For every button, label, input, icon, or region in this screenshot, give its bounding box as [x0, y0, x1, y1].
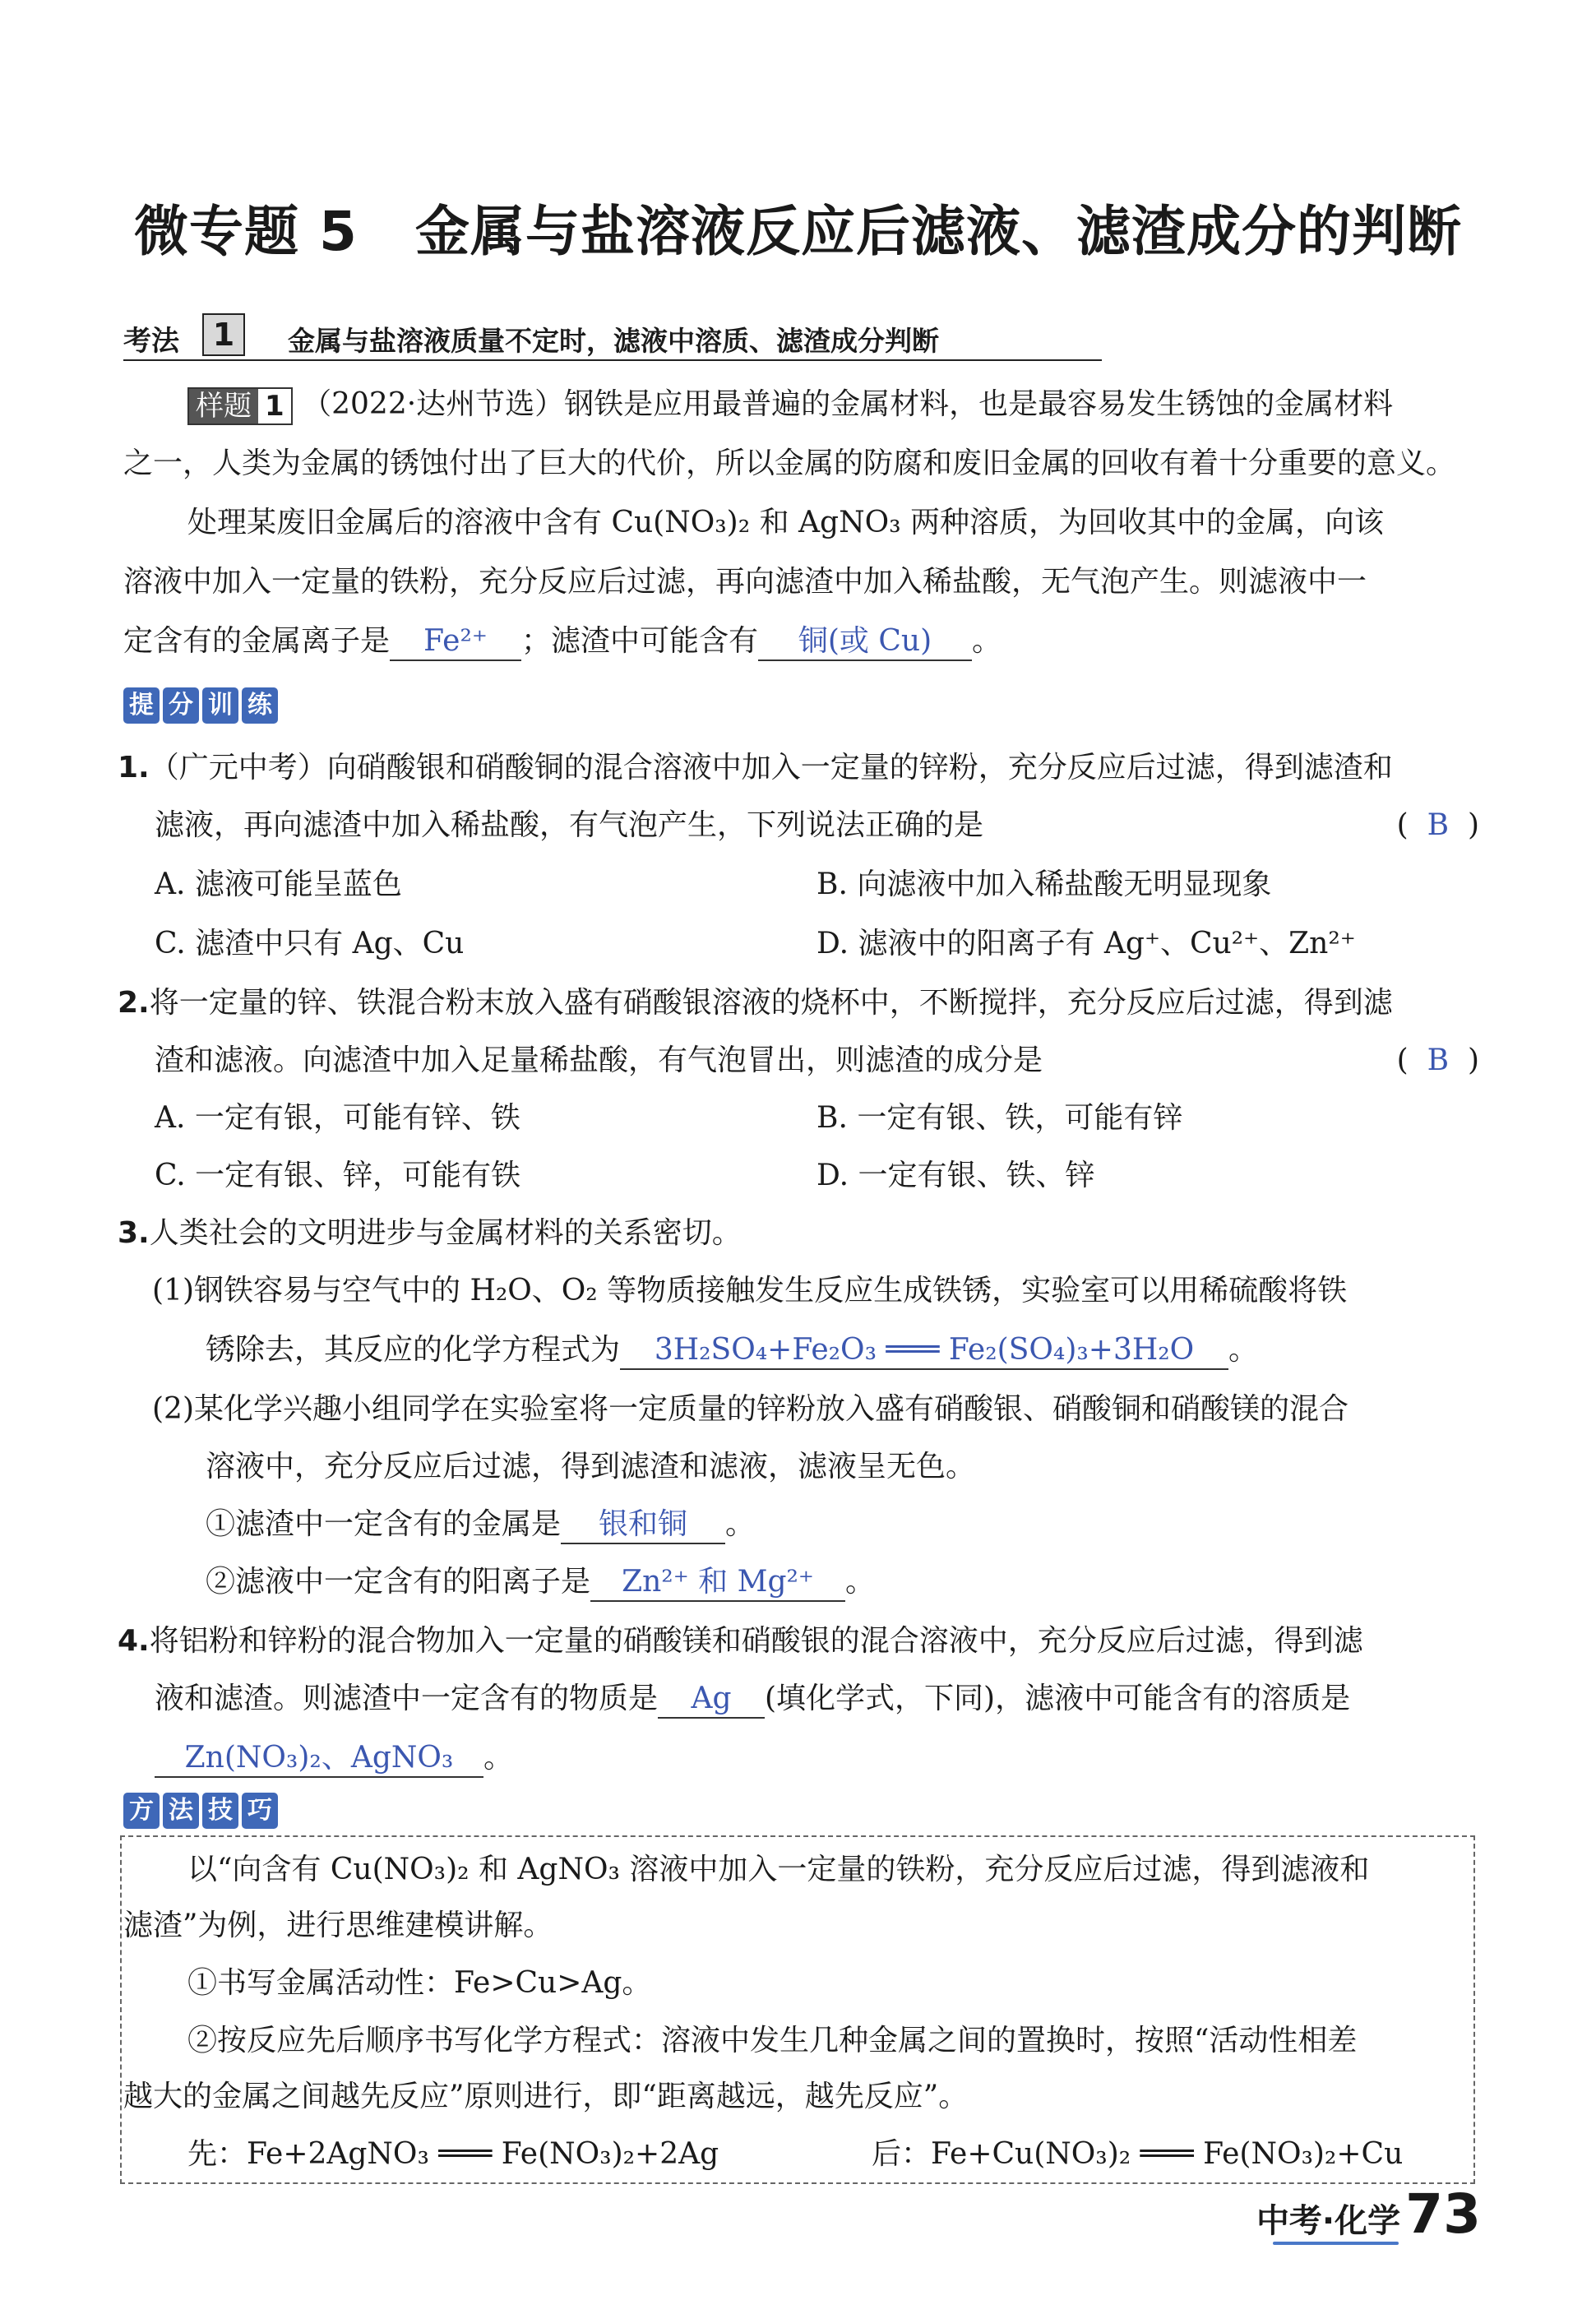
page-title: [0, 187, 1596, 266]
q2-line-2: 渣和滤液。向滤渣中加入足量稀盐酸，有气泡冒出，则滤渣的成分是: [155, 1044, 1043, 1077]
q2-option-c: C. 一定有银、锌，可能有铁: [155, 1159, 521, 1192]
answer-blank: Zn(NO₃)₂、AgNO₃: [155, 1740, 483, 1778]
answer-blank: 银和铜: [561, 1506, 725, 1544]
method-line-5: 越大的金属之间越先反应”原则进行，即“距离越远，越先反应”。: [123, 2080, 969, 2113]
q1-line-1: 1.（广元中考）向硝酸银和硝酸铜的混合溶液中加入一定量的锌粉，充分反应后过滤，得到滤渣和: [118, 751, 1393, 784]
method-equation-1: 先：Fe+2AgNO₃ ═══ Fe(NO₃)₂+2Ag: [187, 2137, 719, 2171]
method-line-1: 以“向含有 Cu(NO₃)₂ 和 AgNO₃ 溶液中加入一定量的铁粉，充分反应后过滤，得到滤液和: [187, 1853, 1370, 1886]
q1-answer: ( B ): [1396, 808, 1479, 842]
q3-sub1-line-1: (1)钢铁容易与空气中的 H₂O、O₂ 等物质接触发生反应生成铁锈，实验室可以用稀硫酸将铁: [152, 1274, 1348, 1307]
tag-training: 提 分 训 练: [123, 687, 278, 725]
sample-line-5: 定含有的金属离子是 Fe²⁺ ；滤渣中可能含有 铜(或 Cu) 。: [123, 622, 1002, 661]
q3-sub1-line-2: 锈除去，其反应的化学方程式为 3H₂SO₄+Fe₂O₃ ═══ Fe₂(SO₄)₃+3H₂O 。: [206, 1330, 1258, 1370]
q3-line-1: 3.人类社会的文明进步与金属材料的关系密切。: [118, 1216, 742, 1250]
method-line-2: 滤渣”为例，进行思维建模讲解。: [123, 1909, 553, 1942]
answer-blank: 3H₂SO₄+Fe₂O₃ ═══ Fe₂(SO₄)₃+3H₂O: [620, 1332, 1228, 1370]
sample-badge: 样题 1: [187, 387, 293, 425]
section-header: [123, 317, 1102, 361]
section-title: 金属与盐溶液质量不定时，滤液中溶质、滤渣成分判断: [288, 325, 939, 357]
q2-option-a: A. 一定有银，可能有锌、铁: [155, 1101, 520, 1135]
q2-line-1: 2.将一定量的锌、铁混合粉末放入盛有硝酸银溶液的烧杯中，不断搅拌，充分反应后过滤，得到滤: [118, 986, 1393, 1020]
q3-sub2-line-1: (2)某化学兴趣小组同学在实验室将一定质量的锌粉放入盛有硝酸银、硝酸铜和硝酸镁的混合: [152, 1392, 1349, 1426]
q1-option-a: A. 滤液可能呈蓝色: [155, 868, 402, 901]
sample-line-2: 之一，人类为金属的锈蚀付出了巨大的代价，所以金属的防腐和废旧金属的回收有着十分重要的意义。: [123, 447, 1456, 480]
q2-option-d: D. 一定有银、铁、锌: [817, 1159, 1095, 1192]
q3-sub2-line-3: ①滤渣中一定含有的金属是 银和铜 。: [206, 1505, 755, 1544]
q4-line-2: 液和滤渣。则滤渣中一定含有的物质是 Ag (填化学式，下同)，滤液中可能含有的溶质是: [155, 1679, 1350, 1719]
sample-line-4: 溶液中加入一定量的铁粉，充分反应后过滤，再向滤渣中加入稀盐酸，无气泡产生。则滤液中一: [123, 565, 1367, 599]
method-line-3: ①书写金属活动性：Fe>Cu>Ag。: [187, 1966, 652, 2000]
page-number: 73: [1405, 2182, 1481, 2246]
footer-underline: [1273, 2242, 1399, 2245]
title-text: 金属与盐溶液反应后滤液、滤渣成分的判断: [414, 200, 1462, 263]
sample-line-3: 处理某废旧金属后的溶液中含有 Cu(NO₃)₂ 和 AgNO₃ 两种溶质，为回收其中的金属，向该: [187, 506, 1384, 539]
q2-option-b: B. 一定有银、铁，可能有锌: [817, 1101, 1183, 1135]
method-line-4: ②按反应先后顺序书写化学方程式：溶液中发生几种金属之间的置换时，按照“活动性相差: [187, 2024, 1358, 2057]
sample-line-1: 样题 1 （2022·达州节选）钢铁是应用最普遍的金属材料，也是最容易发生锈蚀的金属材料: [187, 385, 1393, 425]
q1-line-2: 滤液，再向滤渣中加入稀盐酸，有气泡产生，下列说法正确的是: [155, 808, 984, 842]
q1-option-c: C. 滤渣中只有 Ag、Cu: [155, 927, 465, 960]
title-number: 微专题 5: [134, 200, 358, 263]
q2-answer: ( B ): [1396, 1044, 1479, 1077]
answer-blank: Fe²⁺: [390, 623, 521, 661]
q4-line-3: Zn(NO₃)₂、AgNO₃ 。: [155, 1738, 513, 1778]
answer-blank: Zn²⁺ 和 Mg²⁺: [590, 1564, 845, 1602]
section-label: 考法: [123, 325, 179, 358]
method-equation-2: 后：Fe+Cu(NO₃)₂ ═══ Fe(NO₃)₂+Cu: [872, 2137, 1404, 2171]
tag-method: 方 法 技 巧: [123, 1793, 278, 1830]
q1-option-d: D. 滤液中的阳离子有 Ag⁺、Cu²⁺、Zn²⁺: [817, 927, 1356, 960]
page-footer: [1256, 2182, 1481, 2246]
q3-sub2-line-4: ②滤液中一定含有的阳离子是 Zn²⁺ 和 Mg²⁺ 。: [206, 1562, 875, 1602]
answer-blank: 铜(或 Cu): [758, 623, 972, 661]
footer-text: 中考·化学: [1256, 2202, 1401, 2240]
answer-blank: Ag: [658, 1681, 765, 1719]
q4-line-1: 4.将铝粉和锌粉的混合物加入一定量的硝酸镁和硝酸银的混合溶液中，充分反应后过滤，得到滤: [118, 1624, 1363, 1658]
q3-sub2-line-2: 溶液中，充分反应后过滤，得到滤渣和滤液，滤液呈无色。: [206, 1450, 976, 1483]
q1-option-b: B. 向滤液中加入稀盐酸无明显现象: [817, 868, 1272, 901]
section-number: 1: [202, 313, 245, 356]
